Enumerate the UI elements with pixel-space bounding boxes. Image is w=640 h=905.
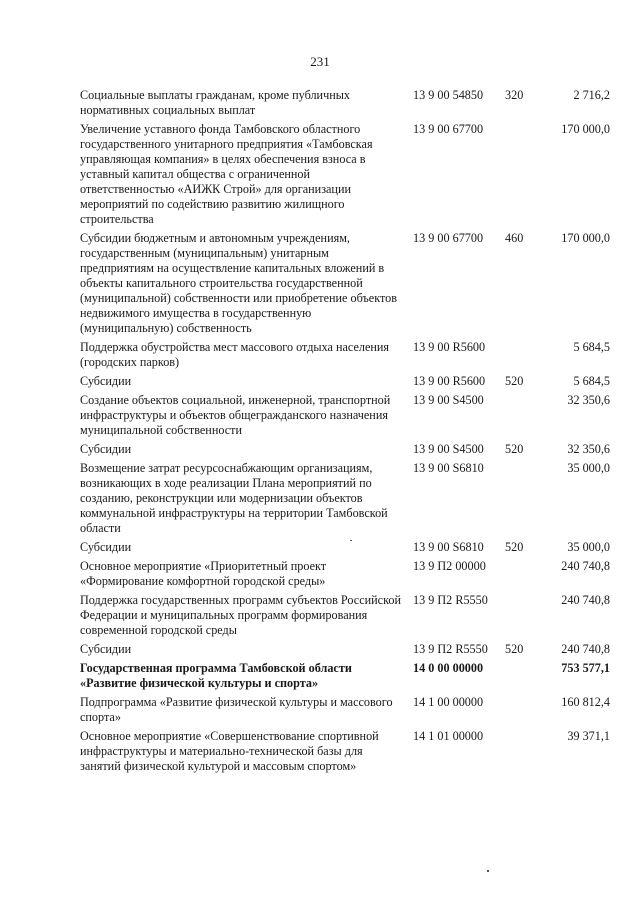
row-code: 13 9 00 S4500 [413,442,484,456]
scan-speck [350,540,352,541]
row-amount: 32 350,6 [567,442,610,456]
row-amount: 2 716,2 [573,88,610,102]
row-code: 14 1 01 00000 [413,729,484,743]
table-row [80,729,610,774]
table-row [80,540,610,555]
row-amount: 753 577,1 [561,661,610,675]
table-row [80,340,610,370]
page-number: 231 [310,54,330,69]
row-amount: 35 000,0 [567,540,610,554]
table-row [80,461,610,536]
row-expense-type: 320 [505,88,524,102]
row-expense-type: 520 [505,540,524,554]
row-name: Субсидии [80,374,132,388]
row-code: 13 9 00 R5600 [413,374,486,388]
row-code: 13 9 00 S6810 [413,461,484,475]
row-code: 13 9 П2 R5550 [413,593,488,607]
row-name: Государственная программа Тамбовской области «Развитие физической культуры и спорта» [80,661,352,690]
row-amount: 160 812,4 [561,695,610,709]
row-code: 13 9 00 54850 [413,88,484,102]
row-name: Субсидии [80,442,132,456]
row-code: 13 9 00 R5600 [413,340,486,354]
row-code: 13 9 00 S4500 [413,393,484,407]
row-name: Основное мероприятие «Приоритетный проект «Формирование комфортной городской среды» [80,559,327,588]
table-row [80,374,610,389]
row-code: 13 9 00 67700 [413,122,484,136]
row-name: Субсидии [80,642,132,656]
row-amount: 240 740,8 [561,593,610,607]
row-name: Поддержка обустройства мест массового отдыха населения (городских парков) [80,340,390,369]
table-row [80,88,610,118]
table-row [80,231,610,336]
budget-table [80,88,610,778]
row-name: Субсидии бюджетным и автономным учреждениям, государственным (муниципальным) унитарным предприятиям на осуществление капитальных вложений в объекты капитального строительства государственной (муниципальной) собственности или приобретение объектов недвижимого имущества в государственную (муниципальную) собственность [80,231,397,335]
table-row [80,642,610,657]
row-amount: 5 684,5 [573,374,610,388]
table-row [80,559,610,589]
row-name: Увеличение уставного фонда Тамбовского областного государственного унитарного предприятия «Тамбовская управляющая компания» в целях обеспечения взноса в уставный капитал общества с ограниченной ответственностью «АИЖК Строй» для организации мероприятий по содействию развитию жилищного строительства [80,122,373,226]
row-amount: 170 000,0 [561,122,610,136]
row-expense-type: 460 [505,231,524,245]
table-row [80,442,610,457]
row-amount: 240 740,8 [561,559,610,573]
row-code: 13 9 00 67700 [413,231,484,245]
row-name: Субсидии [80,540,132,554]
row-name: Возмещение затрат ресурсоснабжающим организациям, возникающих в ходе реализации Плана мероприятий по созданию, реконструкции или модернизации объектов коммунальной инфраструктуры на территории Тамбовской области [80,461,388,535]
row-amount: 39 371,1 [567,729,610,743]
row-name: Основное мероприятие «Совершенствование спортивной инфраструктуры и материально-технической базы для занятий физической культурой и массовым спортом» [80,729,379,773]
row-name: Поддержка государственных программ субъектов Российской Федерации и муниципальных программ формирования современной городской среды [80,593,401,637]
scan-speck [487,870,489,872]
table-row [80,593,610,638]
table-row [80,122,610,227]
row-code: 13 9 00 S6810 [413,540,484,554]
row-amount: 240 740,8 [561,642,610,656]
row-name: Социальные выплаты гражданам, кроме публичных нормативных социальных выплат [80,88,350,117]
row-code: 13 9 П2 00000 [413,559,486,573]
row-amount: 170 000,0 [561,231,610,245]
row-code: 14 1 00 00000 [413,695,484,709]
row-amount: 32 350,6 [567,393,610,407]
row-expense-type: 520 [505,642,524,656]
table-row [80,661,610,691]
row-amount: 5 684,5 [573,340,610,354]
row-expense-type: 520 [505,442,524,456]
row-name: Создание объектов социальной, инженерной, транспортной инфраструктуры и объектов общегражданского назначения муниципальной собственности [80,393,391,437]
row-name: Подпрограмма «Развитие физической культуры и массового спорта» [80,695,393,724]
row-amount: 35 000,0 [567,461,610,475]
row-code: 14 0 00 00000 [413,661,484,675]
table-row [80,695,610,725]
table-row [80,393,610,438]
row-expense-type: 520 [505,374,524,388]
row-code: 13 9 П2 R5550 [413,642,488,656]
